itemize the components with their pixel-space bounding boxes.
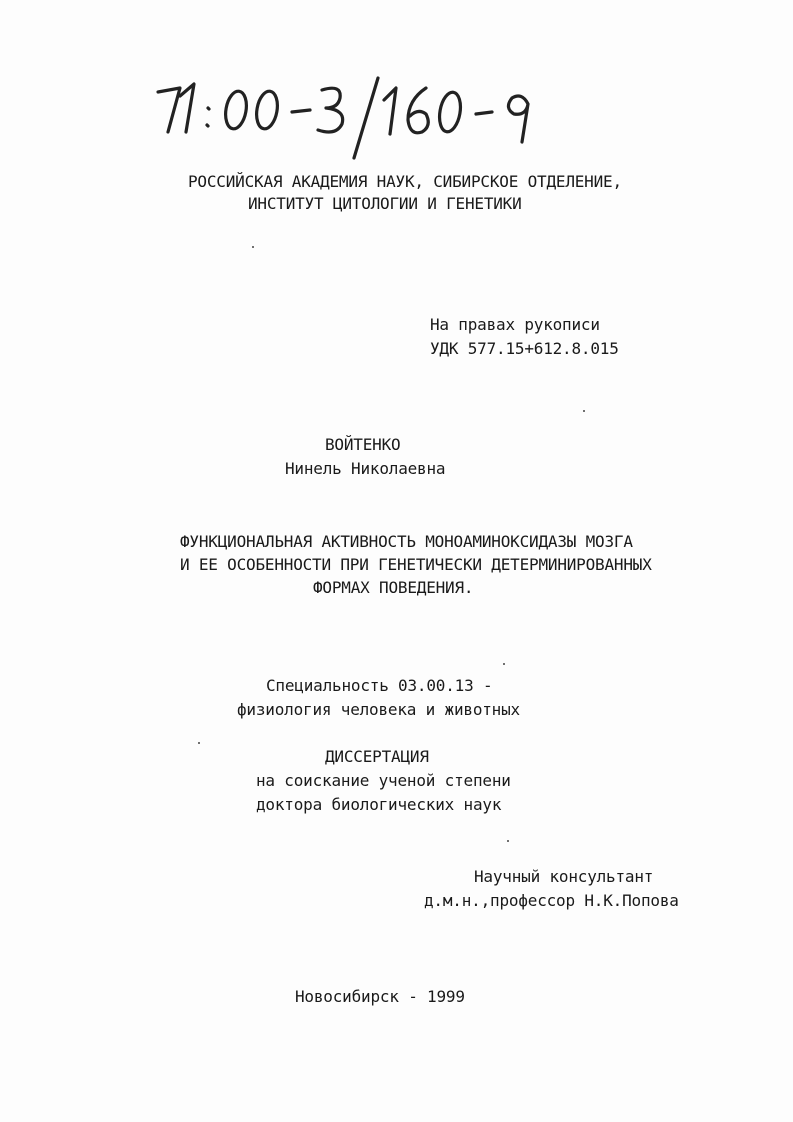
scan-speck	[198, 742, 200, 744]
degree-line-2: доктора биологических наук	[256, 795, 502, 814]
title-line-3: ФОРМАХ ПОВЕДЕНИЯ.	[313, 578, 474, 597]
author-name: Нинель Николаевна	[285, 459, 446, 478]
institution-line-2: ИНСТИТУТ ЦИТОЛОГИИ И ГЕНЕТИКИ	[248, 194, 522, 213]
scan-speck	[252, 246, 254, 248]
dissertation-type: ДИССЕРТАЦИЯ	[325, 747, 429, 766]
institution-line-1: РОССИЙСКАЯ АКАДЕМИЯ НАУК, СИБИРСКОЕ ОТДЕЛЕНИЕ,	[188, 172, 622, 191]
scan-speck	[507, 840, 509, 842]
title-line-1: ФУНКЦИОНАЛЬНАЯ АКТИВНОСТЬ МОНОАМИНОКСИДАЗЫ МОЗГА	[180, 532, 633, 551]
udc-code: УДК 577.15+612.8.015	[430, 339, 619, 358]
specialty-code: Специальность 03.00.13 -	[266, 676, 493, 695]
advisor-name: д.м.н.,профессор Н.К.Попова	[424, 891, 679, 910]
scan-speck	[583, 410, 585, 412]
manuscript-rights: На правах рукописи	[430, 315, 600, 334]
handwritten-code-drawing	[150, 70, 570, 170]
degree-line-1: на соискание ученой степени	[256, 771, 511, 790]
handwritten-archive-code	[150, 70, 570, 170]
place-year: Новосибирск - 1999	[295, 987, 465, 1006]
scan-speck	[503, 663, 505, 665]
advisor-label: Научный консультант	[474, 867, 654, 886]
title-line-2: И ЕЕ ОСОБЕННОСТИ ПРИ ГЕНЕТИЧЕСКИ ДЕТЕРМИНИРОВАННЫХ	[180, 555, 652, 574]
specialty-name: физиология человека и животных	[237, 700, 520, 719]
author-surname: ВОЙТЕНКО	[325, 435, 401, 454]
